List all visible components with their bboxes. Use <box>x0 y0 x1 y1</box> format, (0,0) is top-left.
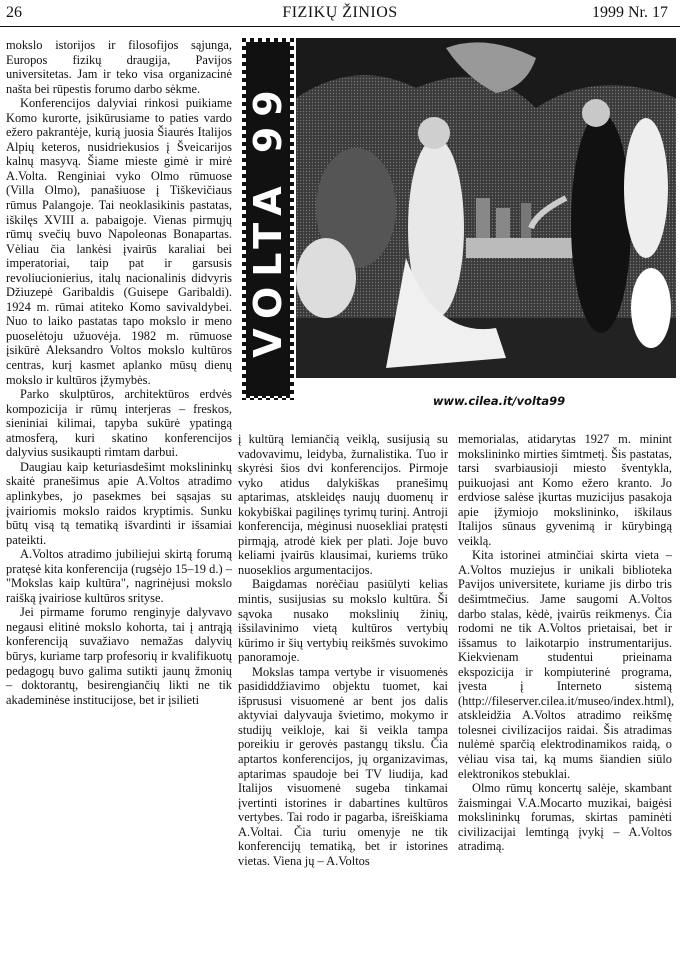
paragraph: Jei pirmame forumo renginyje dalyvavo negausi elitinė mokslo kohorta, tai į antrąją konferenciją suvažiavo nemažas dalyvių būrys, kuriame tarp profesorių ir kvalifikuotų pedagogų buvo galima sutikti jaunų žmonių – doktorantų, besirengiančių likti ne tik akademinėse institucijose, bet ir įsilieti <box>6 605 232 707</box>
issue-number: 1999 Nr. 17 <box>592 4 668 21</box>
paragraph: į kultūrą lemiančią veiklą, susijusią su vadovavimu, leidyba, žurnalistika. Tuo ir skyrėsi šios dvi konferencijos. Pirmoje vyko atidus dalykiškas pranešimų aptarimas, atskleidęs naujų duomenų ir kokybiškai pagilinęs tyrimų turinį. Antroji konferencija, mėginusi nuosekliai pratęsti pirmąją, atrodė kiek per plati. Joje buvo keliami įvairūs klausimai, kuriems trūko nuoseklios argumentacijos. <box>238 432 448 577</box>
journal-title: FIZIKŲ ŽINIOS <box>282 4 398 21</box>
article-column-3 <box>458 432 675 854</box>
paragraph: A.Voltos atradimo jubiliejui skirtą forumą pratęsė kita konferencija (rugsėjo 15–19 d.) – "Mokslas kaip kultūra", nagrinėjusi mokslo raišką įvairiose kultūros srityse. <box>6 547 232 605</box>
paragraph: memorialas, atidarytas 1927 m. minint mokslininko mirties šimtmetį. Šis pastatas, tarsi svarbiausioji miesto šventykla, puikuojasi ant Komo ežero kranto. Jo erdviose salėse įkurtas muzicijus pasakoja apie įžymiojo mokslininko, iškilaus Italijos sūnaus gyvenimą ir kūrybingą veiklą. <box>458 432 672 548</box>
paragraph: Kita istorinei atminčiai skirta vieta – A.Voltos muziejus ir unikali biblioteka Pavijos universitete, kuriame jis dirbo tris dešimtmečius. Jame saugomi A.Voltos darbo stalas, kėdė, įvairūs reikmenys. Čia rodomi ne tik A.Voltos prietaisai, bet ir išsamus to laikotarpio instrumentarijus. Kiekvienam studentui prieinama ekspozicija ir kompiuterinė programa, įvesta į Interneto sistemą (http://fileserver.cilea.it/museo/index.html), atskleidžia A.Voltos atradimo reikšmę tolesnei civilizacijos raidai. Šis atradimas nulėmė sparčią elektrodinamikos raidą, o vėliau visa tai, ką mums šiandien siūlo elektronikos stebuklai. <box>458 548 675 781</box>
figure-title-strip <box>242 38 294 400</box>
paragraph: Baigdamas norėčiau pasiūlyti kelias mintis, susijusias su mokslo kultūra. Ši sąvoka nusako mokslinių žinių, išsilavinimo vietą kultūros vertybių kūrimo ir šių vertybių reikšmės suvokimo panoramoje. <box>238 577 448 665</box>
paragraph: Daugiau kaip keturiasdešimt mokslininkų skaitė pranešimus apie A.Voltos atradimo aplinkybes, jo pasekmes bei sąsajas su įvairiomis mokslo raidos kryptimis. Sunku būtų visą tą tematiką išvardinti ir išsamiai pateikti. <box>6 459 232 547</box>
page-header <box>0 0 680 27</box>
page-number: 26 <box>6 4 22 21</box>
paragraph: mokslo istorijos ir filosofijos sąjunga, Europos fizikų draugija, Pavijos universitetas. Jam ir teko visa organizacinė našta bei rūpestis forumo darbo sėkme. <box>6 38 232 96</box>
painting-icon <box>296 38 676 378</box>
volta-figure <box>242 38 676 418</box>
paragraph: Olmo rūmų koncertų salėje, skambant žaismingai V.A.Mocarto muzikai, baigėsi mokslininkų forumas, skirtas paminėti civilizacijai lemtingą įvykį – A.Voltos atradimą. <box>458 781 672 854</box>
article-column-2 <box>238 432 448 868</box>
figure-title: VOLTA 99 <box>246 80 290 358</box>
paragraph: Konferencijos dalyviai rinkosi puikiame Komo kurorte, įsikūrusiame to paties vardo ežero pakrantėje, kurią juosia Šiaurės Italijos Alpių keteros, nusidriekusios į Šveicarijos kalnų masyvą. Šiame mieste gimė ir mirė A.Volta. Renginiai vyko Olmo rūmuose (Villa Olmo), panašiuose į Tiškevičiaus rūmus Palangoje. Tai neoklasikinis pastatas, iškilęs XVIII a. pabaigoje. Vienas pirmųjų rūmų svečių buvo Napoleonas Bonapartas. Vėliau čia lankėsi įvairūs karaliai bei imperatoriai, taip pat ir garsusis revoliucionierius, italų nacionalinis didvyris Džiuzepė Garibaldis (Guisepe Garibaldi). 1924 m. rūmai atiteko Komo savivaldybei. Nuo to laiko pastatas tapo mokslo ir meno puoselėtoju užuovėja. 1982 m. rūmuose įsikūrė Aleksandro Voltos mokslo kultūros centras, kurį kasmet aplanko mūsų dienų mokslo ir kultūros įžymybės. <box>6 96 232 387</box>
paragraph: Mokslas tampa vertybe ir visuomenės pasididdžiavimo objektu tuomet, kai išprususi visuomenė ar bent jos dalis aktyviai dalyvauja švietimo, mokymo ir studijų veikloje, kai ši veikla tampa poreikiu ir gerovės pastangų tikslu. Čia aptartos konferencijos, jų organizavimas, aptarimas spaudoje bei TV liudija, kad Italijos visuomenė sugeba tinkamai įvertinti istorines ir dabartines kultūros vertybes. Tai rodo ir pagarba, išreiškiama A.Voltai. Čia turiu omenyje ne tik konferencijų tematiką, bet ir istorines vietas. Viena jų – A.Voltos <box>238 664 448 868</box>
paragraph: Parko skulptūros, architektūros erdvės kompozicija ir rūmų interjeras – freskos, sieniniai kilimai, tapyba sukūrė ypatingą atmosferą, kuri skatino konferencijos dalyvius susikaupti rimtam darbui. <box>6 387 232 460</box>
figure-url: www.cilea.it/volta99 <box>432 394 566 408</box>
article-column-1 <box>6 38 232 707</box>
